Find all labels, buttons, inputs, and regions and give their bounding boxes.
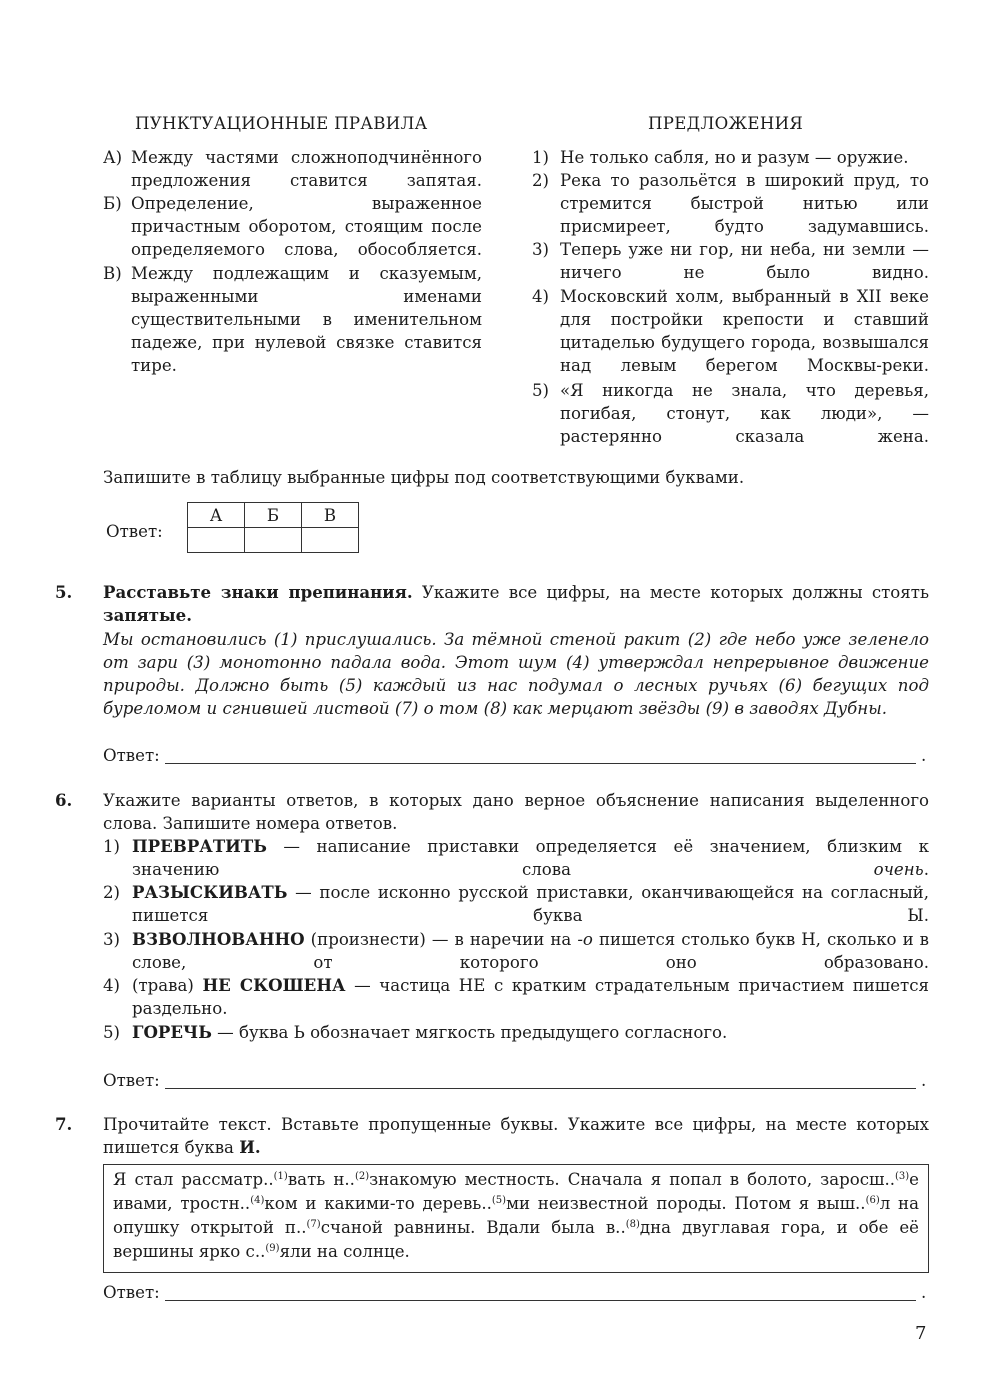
- task-6-intro: Укажите варианты ответов, в которых дано верное объяснение написания выделенного слова. Запишите номера ответов.: [103, 791, 929, 833]
- task-6-answer-line[interactable]: [165, 1088, 916, 1089]
- option-word: ВЗВОЛНОВАННО: [132, 929, 305, 949]
- option-number: 4): [103, 976, 121, 995]
- text-segment: счаной равнины. Вдали была в..: [320, 1218, 626, 1237]
- sentence-text: «Я никогда не знала, что деревья, погибая, стонут, как люди», — растерянно сказала жена.: [560, 381, 929, 446]
- sentence-5: [532, 379, 929, 471]
- table-header-a: А: [188, 503, 245, 528]
- sentence-text: Московский холм, выбранный в XII веке для постройки крепости и ставший цитаделью будущего города, возвышался над левым берегом Москвы-реки.: [560, 287, 929, 375]
- table-instruction: Запишите в таблицу выбранные цифры под соответствующими буквами.: [103, 468, 745, 487]
- option-word: ПРЕВРАТИТЬ: [132, 836, 267, 856]
- gap-mark: (9): [265, 1243, 280, 1254]
- option-explanation: — после исконно русской приставки, оканчивающейся на согласный, пишется буква Ы.: [132, 883, 929, 925]
- task-5-answer-line[interactable]: [165, 763, 916, 764]
- task-6-answer-label: Ответ:: [103, 1071, 160, 1090]
- sentence-1: [532, 146, 929, 169]
- option-post: пишется столько букв Н, сколько и в слове, от которого оно образовано.: [132, 930, 930, 972]
- gap-mark: (3): [895, 1171, 910, 1182]
- answer-cell-v[interactable]: [302, 528, 359, 553]
- text-segment: вать н..: [287, 1170, 355, 1189]
- task-7-answer-line[interactable]: [165, 1300, 916, 1301]
- task-7-intro: [103, 1113, 929, 1159]
- text-segment: знакомую местность. Сначала я попал в болото, заросш..: [369, 1170, 895, 1189]
- option-number: 1): [103, 837, 121, 856]
- option-explanation: — буква Ь обозначает мягкость предыдущего согласного.: [211, 1023, 728, 1042]
- task-7-intro-text: Прочитайте текст. Вставьте пропущенные буквы. Укажите все цифры, на месте которых пишется буква: [103, 1115, 929, 1157]
- option-number: 2): [103, 883, 121, 902]
- option-word: ГОРЕЧЬ: [132, 1022, 212, 1042]
- answer-table: [187, 502, 359, 553]
- rules-heading: ПУНКТУАЦИОННЫЕ ПРАВИЛА: [135, 114, 428, 133]
- sentence-number: 4): [532, 287, 550, 306]
- rule-letter: Б): [103, 194, 122, 213]
- answer-cell-a[interactable]: [188, 528, 245, 553]
- rule-letter: В): [103, 264, 122, 283]
- task-5-text: Мы остановились (1) прислушались. За тёмной стеной ракит (2) где небо уже зеленело от зари (3) монотонно падала вода. Этот шум (4) утверждал непрерывное движение природы. Должно быть (5) каждый из нас подумал о лесных ручьях (6) бегущих под буреломом и сгнившей листвой (7) о том (8) как мерцают звёзды (9) в заводях Дубны.: [103, 630, 929, 718]
- option-explanation: — написание приставки определяется её значением, близким к значению слова: [132, 837, 929, 879]
- option-number: 5): [103, 1023, 121, 1042]
- answer-period: .: [921, 1071, 927, 1090]
- task-7-intro-bold: И.: [239, 1137, 261, 1157]
- task-5-instruction: [103, 581, 929, 627]
- task-6-number: 6.: [55, 790, 73, 810]
- option-word: НЕ СКОШЕНА: [202, 975, 346, 995]
- rule-text: Определение, выраженное причастным оборотом, стоящим после определяемого слова, обособляется.: [131, 194, 482, 259]
- table-header-b: Б: [245, 503, 302, 528]
- option-post: .: [923, 860, 929, 879]
- task-7-number: 7.: [55, 1114, 73, 1134]
- text-segment: Я стал рассматр..: [113, 1170, 274, 1189]
- option-number: 3): [103, 930, 121, 949]
- task-7-text-box: [103, 1164, 929, 1273]
- text-segment: дна двуглавая гора, и обе её вершины ярко с..: [113, 1218, 919, 1261]
- option-explanation: (произнести) — в наречии на: [304, 930, 578, 949]
- rule-letter: А): [103, 148, 123, 167]
- task-5-answer-label: Ответ:: [103, 746, 160, 765]
- page-number: 7: [915, 1323, 927, 1344]
- gap-mark: (5): [491, 1195, 507, 1206]
- rule-text: Между подлежащим и сказуемым, выраженными именами существительными в именительном падеже, при нулевой связке ставится тире.: [131, 264, 482, 375]
- text-segment: ми неизвестной породы. Потом я выш..: [506, 1194, 866, 1213]
- option-word: РАЗЫСКИВАТЬ: [132, 882, 288, 902]
- task-5-bold: Расставьте знаки препинания.: [103, 582, 413, 602]
- sentence-text: Не только сабля, но и разум — оружие.: [560, 148, 909, 167]
- sentence-number: 5): [532, 381, 550, 400]
- answer-period: .: [921, 1283, 927, 1302]
- rule-v: [103, 262, 482, 400]
- sentence-number: 2): [532, 171, 550, 190]
- answer-period: .: [921, 746, 927, 765]
- text-segment: е ивами, тростн..: [113, 1170, 919, 1213]
- task-5-rest: Укажите все цифры, на месте которых должны стоять: [412, 583, 929, 602]
- rule-text: Между частями сложноподчинённого предложения ставится запятая.: [131, 148, 482, 190]
- gap-mark: (7): [306, 1219, 321, 1230]
- gap-mark: (8): [625, 1219, 640, 1230]
- answer-cell-b[interactable]: [245, 528, 302, 553]
- gap-mark: (4): [250, 1195, 265, 1206]
- text-segment: яли на солнце.: [279, 1242, 410, 1261]
- sentence-text: Теперь уже ни гор, ни неба, ни земли — ничего не было видно.: [560, 240, 929, 282]
- sentence-number: 1): [532, 148, 550, 167]
- table-header-v: В: [302, 503, 359, 528]
- option-em: очень: [873, 860, 924, 879]
- text-segment: л на опушку открытой п..: [113, 1194, 920, 1237]
- sentence-text: Река то разольётся в широкий пруд, то стремится быстрой нитью или присмиреет, будто задумавшись.: [560, 171, 929, 236]
- gap-mark: (6): [865, 1195, 880, 1206]
- option-text: [103, 1021, 929, 1044]
- task-5-number: 5.: [55, 582, 73, 602]
- sentences-heading: ПРЕДЛОЖЕНИЯ: [648, 114, 804, 133]
- answer-label: Ответ:: [106, 522, 163, 541]
- task-5-bold2: запятые.: [103, 605, 192, 625]
- task-7-answer-label: Ответ:: [103, 1283, 160, 1302]
- sentence-number: 3): [532, 240, 550, 259]
- gap-mark: (2): [354, 1171, 370, 1182]
- task-6-option-5: [103, 1021, 929, 1044]
- task-7-text: [113, 1168, 919, 1264]
- option-pre: (трава): [132, 976, 203, 995]
- option-explanation: — частица НЕ с кратким страдательным причастием пишется раздельно.: [132, 976, 929, 1018]
- option-em: -о: [577, 930, 593, 949]
- gap-mark: (1): [273, 1171, 288, 1182]
- text-segment: ком и какими-то деревь..: [264, 1194, 492, 1213]
